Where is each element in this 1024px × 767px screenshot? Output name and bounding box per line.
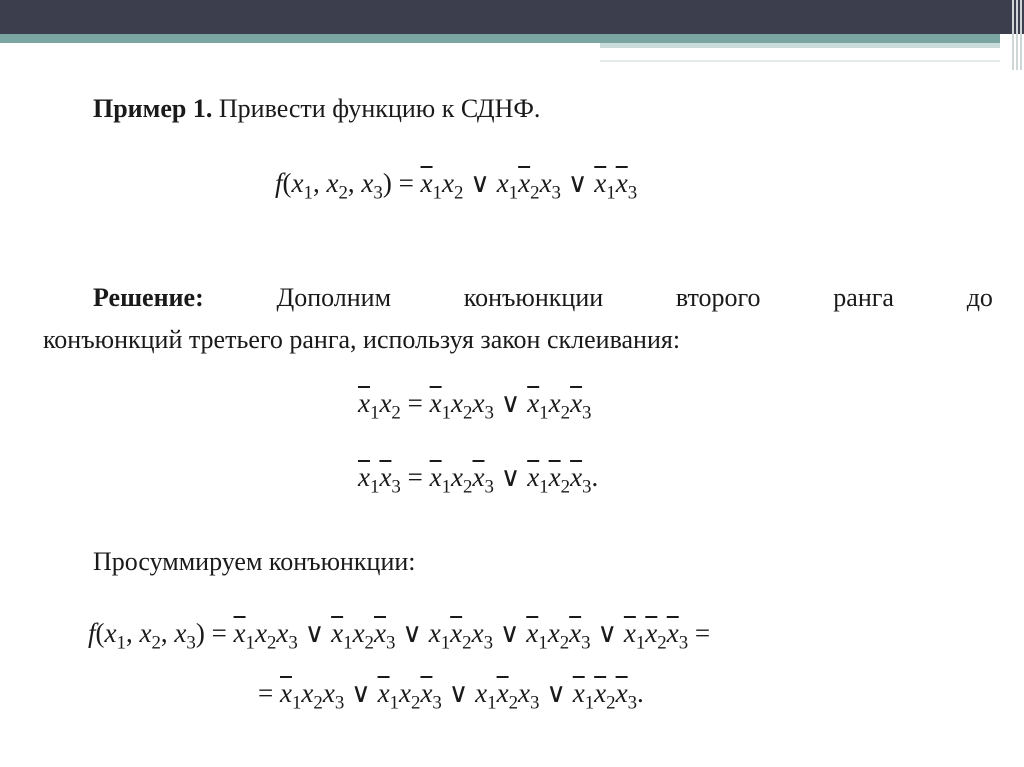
title-bold: Пример 1. [93,94,213,123]
solution-line-2: конъюнкций третьего ранга, используя закон склеивания: [43,325,681,354]
solution-paragraph [43,277,993,361]
corner-decoration [1004,0,1024,70]
slide-title [93,94,540,124]
header-line [600,60,1000,62]
solution-word: Дополним [276,283,392,312]
formula-sum-line-1: $f(x_1$, $x_2$, $x_3) = \overline{x}_1x_2x_3$ ∨ $\overline{x}_1x_2\overline{x}_3$ ∨ $x_1\overline{x}_2x_3$ ∨ $\overline{x}_1x_2\overline{x}_3$ ∨ $\overline{x}_1\overline{x}_2\overline{x}_3$ = [88,618,711,654]
formula-gluing-1: $\overline{x}_1x_2 = \overline{x}_1x_2x_3$ ∨ $\overline{x}_1x_2\overline{x}_3$ [358,388,592,424]
header-stripe [0,34,1000,43]
solution-word: ранга [833,283,894,312]
solution-word: конъюнкции [463,283,604,312]
formula-sum-line-2: = $\overline{x}_1x_2x_3$ ∨ $\overline{x}_1x_2\overline{x}_3$ ∨ $x_1\overline{x}_2x_3$ ∨ $\overline{x}_1\overline{x}_2\overline{x}_3$. [258,678,644,714]
summary-text: Просуммируем конъюнкции: [93,547,416,576]
solution-label: Решение: [93,283,204,312]
formula-function: $f(x_1$, $x_2$, $x_3) = \overline{x}_1x_2$ ∨ $x_1\overline{x}_2x_3$ ∨ $\overline{x}_1\overline{x}_3$ [275,168,638,204]
title-text: Привести функцию к СДНФ. [212,94,541,123]
formula-gluing-2: $\overline{x}_1\overline{x}_3 = \overline{x}_1x_2\overline{x}_3$ ∨ $\overline{x}_1\overline{x}_2\overline{x}_3$. [358,462,599,498]
header-bar [0,0,1024,34]
solution-word: до [966,283,993,312]
solution-word: второго [675,283,761,312]
header-stripe-secondary [600,43,1000,48]
